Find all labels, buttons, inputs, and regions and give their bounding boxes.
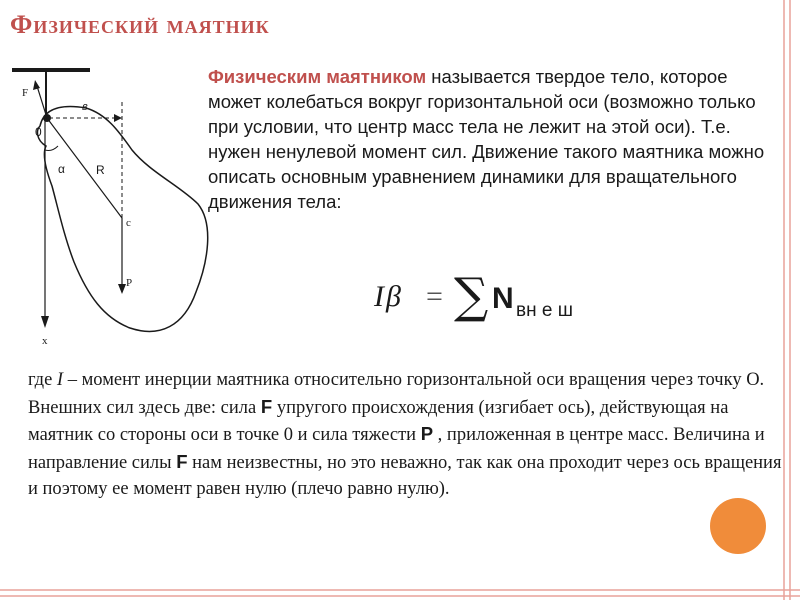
formula-I: I xyxy=(374,280,384,313)
body-text-2: – момент инерции маятника относительно горизонтальной оси вращения через точку О. Внешних сил здесь две: сила xyxy=(28,370,765,418)
gravity-P-arrowhead xyxy=(118,284,126,294)
label-P: P xyxy=(126,277,133,289)
label-b: в xyxy=(82,101,88,113)
formula-subscript: вн е ш xyxy=(516,300,573,321)
force-F-arrowhead xyxy=(33,80,40,90)
angle-alpha-arc xyxy=(45,146,58,151)
label-O: 0 xyxy=(35,125,42,139)
body-text-1: где xyxy=(28,370,57,390)
formula-sum: ∑ xyxy=(454,268,489,324)
arm-b-arrowhead xyxy=(114,114,122,122)
page-title: Физический маятник xyxy=(10,10,270,39)
explanation-paragraph xyxy=(28,368,790,503)
intro-paragraph xyxy=(208,64,768,214)
body-text-3: упругого происхождения (изгибает ось), действующая на маятник со стороны оси в точке 0 и сила тяжести xyxy=(28,397,729,446)
dynamics-formula xyxy=(372,262,612,326)
intro-rest-text: называется твердое тело, которое может колебаться вокруг горизонтальной оси (возможно только при условии, что центр масс тела не лежит на этой оси). Т.е. нужен ненулевой момент сил. Движение такого маятника можно описать основным уравнением динамики для вращательного движения тела: xyxy=(208,66,765,212)
formula-N: N xyxy=(492,282,514,315)
label-F: F xyxy=(22,87,29,99)
intro-lead-term: Физическим маятником xyxy=(208,66,427,87)
label-alpha: α xyxy=(58,162,65,176)
label-R: R xyxy=(96,163,105,177)
formula-beta: β xyxy=(386,280,401,313)
label-x: x xyxy=(42,335,48,347)
body-text-4: , приложенная в центре масс. Величина и направление силы xyxy=(28,425,765,474)
x-axis-arrow xyxy=(41,316,49,328)
body-text-5: нам неизвестны, но это неважно, так как она проходит через ось вращения и поэтому ее момент равен нулю (плечо равно нулю). xyxy=(28,453,782,499)
pendulum-diagram xyxy=(0,60,210,350)
body-symbol-F2: F xyxy=(176,451,188,473)
decorative-orange-circle xyxy=(710,498,766,554)
body-symbol-F1: F xyxy=(260,395,273,417)
formula-equals: = xyxy=(426,280,443,313)
body-symbol-P: Р xyxy=(420,423,434,445)
body-symbol-I: I xyxy=(56,370,64,390)
label-c: c xyxy=(126,217,131,229)
